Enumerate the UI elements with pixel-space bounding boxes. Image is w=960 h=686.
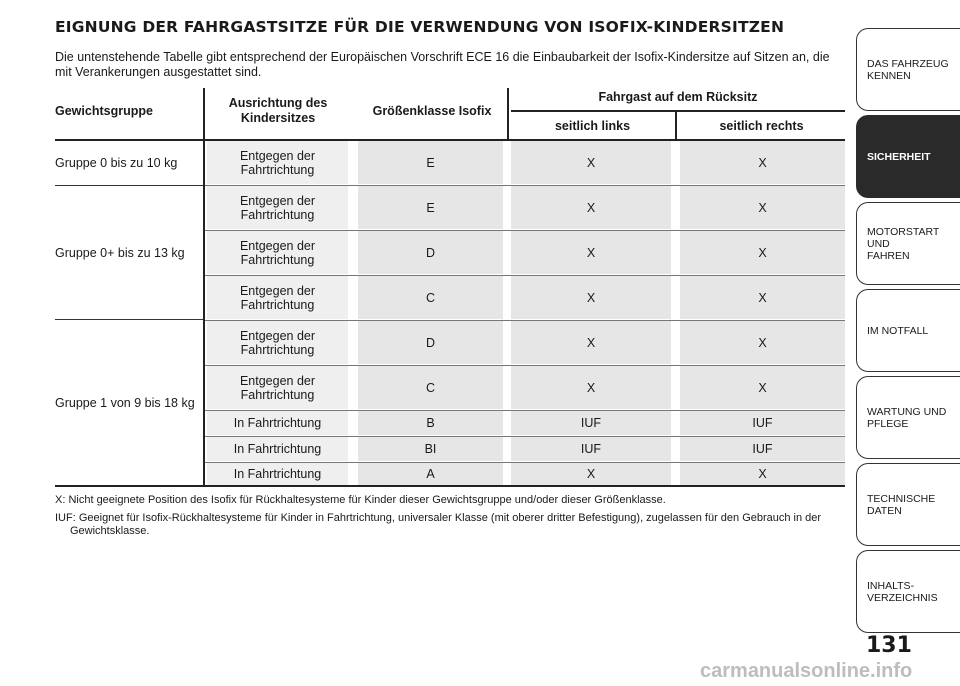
- cell-left: X: [511, 231, 671, 274]
- chapter-tab-label: [867, 226, 960, 262]
- table-bottom-line: [55, 485, 845, 487]
- cell-orientation: In Fahrtrichtung: [207, 411, 348, 435]
- chapter-tab-line1: MOTORSTART UND: [867, 225, 940, 250]
- cell-orientation: In Fahrtrichtung: [207, 437, 348, 461]
- page-title: EIGNUNG DER FAHRGASTSITZE FÜR DIE VERWENDUNG VON ISOFIX-KINDERSITZEN: [55, 18, 785, 36]
- chapter-tab-line1: IM NOTFALL: [867, 324, 929, 337]
- cell-right: X: [680, 141, 845, 184]
- cell-size-class: B: [358, 411, 503, 435]
- chapter-tab[interactable]: [856, 376, 960, 459]
- table-header-left: seitlich links: [554, 119, 631, 133]
- cell-left: X: [511, 366, 671, 409]
- chapter-tab-label: [867, 58, 949, 82]
- header-subline: [511, 110, 845, 112]
- cell-size-class: E: [358, 141, 503, 184]
- cell-right: X: [680, 463, 845, 485]
- divider-left-right: [675, 111, 677, 139]
- chapter-tab-line1: TECHNISCHE DATEN: [867, 492, 936, 517]
- chapter-tab-line1: INHALTS-: [867, 579, 915, 592]
- chapter-tab[interactable]: [856, 463, 960, 546]
- table-header-size-class: Größenklasse Isofix: [372, 104, 492, 118]
- cell-orientation: Entgegen der Fahrtrichtung: [207, 321, 348, 364]
- chapter-tab-line2: PFLEGE: [867, 417, 909, 430]
- chapter-tab-label: [867, 325, 928, 337]
- watermark: carmanualsonline.info: [700, 660, 913, 682]
- footnote-iuf: [55, 512, 835, 538]
- cell-left: X: [511, 321, 671, 364]
- chapter-tab[interactable]: [856, 289, 960, 372]
- chapter-tab-label: [867, 493, 960, 517]
- cell-size-class: A: [358, 463, 503, 485]
- cell-orientation: Entgegen der Fahrtrichtung: [207, 276, 348, 319]
- cell-right: X: [680, 276, 845, 319]
- chapter-tab-line1: SICHERHEIT: [867, 150, 931, 163]
- cell-right: IUF: [680, 437, 845, 461]
- cell-left: X: [511, 141, 671, 184]
- chapter-tab-label: [867, 580, 938, 604]
- table-header-rear-seat: Fahrgast auf dem Rücksitz: [598, 90, 758, 104]
- intro-text: Die untenstehende Tabelle gibt entsprechend der Europäischen Vorschrift ECE 16 die Einbaubarkeit der Isofix-Kindersitze auf Sitzen an, die mit Verankerungen ausgestattet sind.: [55, 50, 830, 79]
- cell-left: IUF: [511, 411, 671, 435]
- chapter-tab[interactable]: [856, 115, 960, 198]
- cell-orientation: Entgegen der Fahrtrichtung: [207, 186, 348, 229]
- cell-left: X: [511, 463, 671, 485]
- chapter-tab[interactable]: [856, 550, 960, 633]
- cell-orientation: In Fahrtrichtung: [207, 463, 348, 485]
- chapter-tab-line2: VERZEICHNIS: [867, 591, 938, 604]
- cell-right: X: [680, 231, 845, 274]
- table-header-weight-group: Gewichtsgruppe: [55, 104, 153, 118]
- weight-group-1: Gruppe 1 von 9 bis 18 kg: [55, 395, 195, 410]
- footnote-iuf-line2: Gewichtsklasse.: [70, 525, 150, 537]
- weight-group-0plus: Gruppe 0+ bis zu 13 kg: [55, 245, 185, 260]
- cell-left: X: [511, 186, 671, 229]
- cell-size-class: D: [358, 321, 503, 364]
- table-header-right: seitlich rechts: [719, 119, 804, 133]
- chapter-tab-line2: KENNEN: [867, 69, 911, 82]
- cell-orientation: Entgegen der Fahrtrichtung: [207, 231, 348, 274]
- cell-orientation: Entgegen der Fahrtrichtung: [207, 366, 348, 409]
- chapter-tab[interactable]: [856, 28, 960, 111]
- chapter-tab-label: [867, 406, 946, 430]
- cell-size-class: BI: [358, 437, 503, 461]
- divider-size-rear: [507, 88, 509, 139]
- cell-left: IUF: [511, 437, 671, 461]
- cell-size-class: C: [358, 276, 503, 319]
- chapter-tab[interactable]: [856, 202, 960, 285]
- cell-right: X: [680, 321, 845, 364]
- cell-right: X: [680, 366, 845, 409]
- footnote-x: X: Nicht geeignete Position des Isofix für Rückhaltesysteme für Kinder dieser Gewichtsgruppe und/oder dieser Größenklasse.: [55, 494, 666, 506]
- chapter-tab-line1: WARTUNG UND: [867, 405, 947, 418]
- chapter-tab-line1: DAS FAHRZEUG: [867, 57, 949, 70]
- footnote-iuf-line1: IUF: Geeignet für Isofix-Rückhaltesysteme für Kinder in Fahrtrichtung, universaler Klasse (mit oberer dritter Befestigung), zugelassen für den Gebrauch in der: [55, 512, 822, 524]
- table-header-orientation: Ausrichtung des Kindersitzes: [228, 96, 328, 125]
- page-number: 131: [866, 633, 912, 658]
- chapter-tab-label: [867, 151, 931, 163]
- cell-size-class: E: [358, 186, 503, 229]
- cell-size-class: D: [358, 231, 503, 274]
- cell-size-class: C: [358, 366, 503, 409]
- divider-group: [203, 88, 205, 485]
- cell-orientation: Entgegen der Fahrtrichtung: [207, 141, 348, 184]
- cell-right: X: [680, 186, 845, 229]
- weight-group-0: Gruppe 0 bis zu 10 kg: [55, 156, 178, 170]
- chapter-tab-line2: FAHREN: [867, 249, 910, 262]
- cell-right: IUF: [680, 411, 845, 435]
- cell-left: X: [511, 276, 671, 319]
